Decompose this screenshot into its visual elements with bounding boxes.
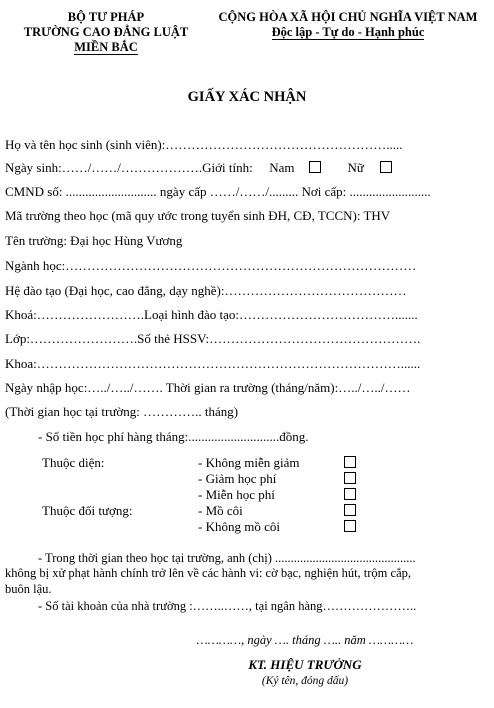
category-fee-exempt-checkbox[interactable] (344, 488, 356, 500)
conduct-line-2: không bị xử phạt hành chính trở lên về các hành vi: cờ bạc, nghiện hút, trộm cắp, (5, 566, 411, 580)
training-system-field[interactable]: Hệ đào tạo (Đại học, cao đẳng, dạy nghề):…………………………………… (5, 283, 407, 298)
target-orphan-checkbox[interactable] (344, 504, 356, 516)
category-option-reduced-fee: - Giảm học phí (198, 471, 277, 486)
national-header (204, 10, 492, 40)
bank-account-field[interactable]: - Số tài khoản của nhà trường :……..……, tại ngân hàng………………….. (38, 599, 417, 613)
study-duration-field[interactable]: (Thời gian học tại trường: ………….. tháng) (5, 404, 239, 419)
category-option-fee-exempt: - Miễn học phí (198, 487, 275, 502)
school-name: TRƯỜNG CAO ĐẲNG LUẬT (23, 25, 189, 39)
faculty-field[interactable]: Khoa:…………………………………………………………………………...... (5, 356, 421, 371)
school-name-line: Tên trường: Đại học Hùng Vương (5, 233, 183, 248)
target-option-not-orphan: - Không mồ côi (198, 519, 280, 534)
id-card-field[interactable]: CMND số: ............................ ngày cấp ……/……/......... Nơi cấp: ......................... (5, 184, 431, 199)
national-motto: Độc lập - Tự do - Hạnh phúc (271, 25, 425, 39)
birth-date-field[interactable]: Ngày sinh:……/……/……………….Giới tính: (5, 160, 253, 175)
gender-female-label: Nữ (347, 160, 364, 175)
major-field[interactable]: Ngành học:……………………………………………………………………… (5, 258, 417, 273)
category-label: Thuộc diện: (42, 455, 105, 470)
enrollment-date-field[interactable]: Ngày nhập học:…../…../……. Thời gian ra trường (tháng/năm):…../…../…… (5, 380, 411, 395)
tuition-field[interactable]: - Số tiền học phí hàng tháng:............................đồng. (38, 429, 309, 444)
country-name: CỘNG HÒA XÃ HỘI CHỦ NGHĨA VIỆT NAM (218, 10, 478, 24)
target-not-orphan-checkbox[interactable] (344, 520, 356, 532)
gender-female-checkbox[interactable] (380, 161, 392, 173)
target-group-label: Thuộc đối tượng: (42, 503, 133, 518)
document-title: GIẤY XÁC NHẬN (187, 89, 307, 105)
target-option-orphan: - Mồ côi (198, 503, 243, 518)
school-code-line: Mã trường theo học (mã quy ước trong tuyển sinh ĐH, CĐ, TCCN): THV (5, 208, 391, 223)
school-region: MIỀN BẮC (74, 40, 138, 54)
conduct-line-1[interactable]: - Trong thời gian theo học tại trường, anh (chị) ............................................. (38, 551, 416, 565)
category-reduced-fee-checkbox[interactable] (344, 472, 356, 484)
signature-note: (Ký tên, đóng dấu) (261, 675, 349, 687)
full-name-field[interactable]: Họ và tên học sinh (sinh viên):……………………………………………..... (5, 137, 403, 152)
course-training-type-field[interactable]: Khoá:…………………….Loại hình đào tạo:………………………………....... (5, 307, 418, 322)
ministry-name: BỘ TƯ PHÁP (67, 10, 145, 24)
birth-gender-row (5, 160, 392, 176)
gender-male-checkbox[interactable] (309, 161, 321, 173)
agency-header (6, 10, 206, 55)
gender-male-label: Nam (269, 160, 295, 175)
signature-date[interactable]: …………, ngày …. tháng ….. năm ………… (196, 633, 414, 647)
class-student-card-field[interactable]: Lớp:…………………….Số thẻ HSSV:…………………………………………. (5, 331, 421, 346)
signature-role: KT. HIỆU TRƯỞNG (248, 657, 362, 672)
category-no-reduction-checkbox[interactable] (344, 456, 356, 468)
conduct-line-3: buôn lậu. (5, 582, 52, 596)
category-option-no-reduction: - Không miễn giảm (198, 455, 300, 470)
